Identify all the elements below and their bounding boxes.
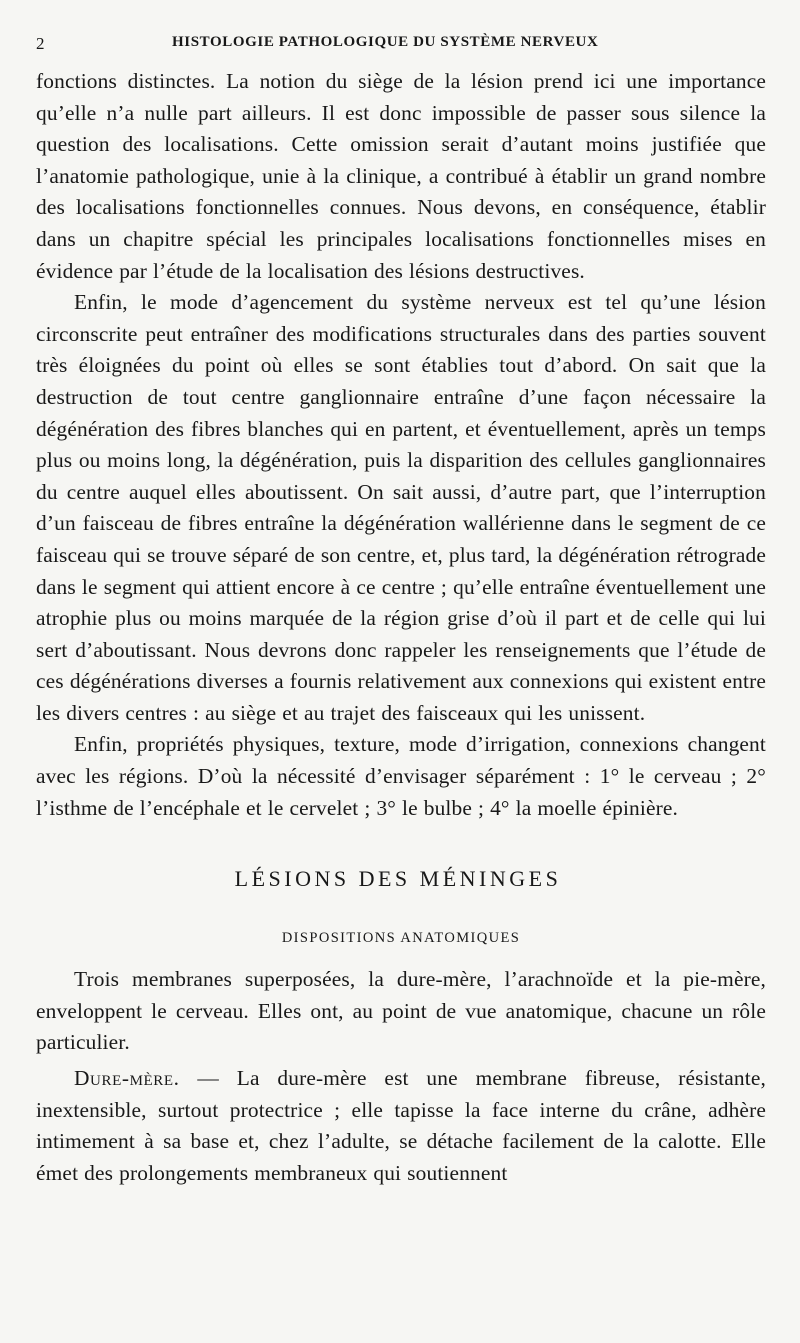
subsection-heading: DISPOSITIONS ANATOMIQUES: [281, 930, 521, 947]
paragraph-lead-term: Dure-mère.: [74, 1066, 180, 1091]
body-paragraph-dure-mere: [36, 1063, 766, 1189]
running-title: HISTOLOGIE PATHOLOGIQUE DU SYSTÈME NERVEUX: [172, 34, 599, 50]
body-paragraph-continued: fonctions distinctes. La notion du siège de la lésion prend ici une importance qu’elle n’a nulle part ailleurs. Il est donc impossible de passer sous silence la question des localisations. Cette omission serait d’autant moins justifiée que l’anatomie pathologique, unie à la clinique, a contribué à établir un grand nombre des localisations fonctionnelles connues. Nous devons, en conséquence, établir dans un chapitre spécial les principales localisations fonctionnelles mises en évidence par l’étude de la localisation des lésions destructives.: [36, 69, 766, 283]
section-heading: LÉSIONS DES MÉNINGES: [234, 866, 562, 892]
paragraph-text: — La dure-mère est une membrane fibreuse, résistante, inextensible, surtout protectrice ; elle tapisse la face interne du crâne, adhère intimement à sa base et, chez l’adulte, se détache facilement de la calotte. Elle émet des prolongements membraneux qui soutiennent: [36, 1066, 766, 1185]
body-paragraph: Enfin, le mode d’agencement du système nerveux est tel qu’une lésion circonscrite peut entraîner des modifications structurales dans des parties souvent très éloignées du point où elles se sont établies tout d’abord. On sait que la destruction de tout centre ganglionnaire entraîne d’une façon nécessaire la dégénération des fibres blanches qui en partent, et éventuellement, après un temps plus ou moins long, la dégénération, puis la disparition des cellules ganglionnaires du centre auquel elles aboutissent. On sait aussi, d’autre part, que l’interruption d’un faisceau de fibres entraîne la dégénération wallérienne dans le segment de ce faisceau qui se trouve séparé de son centre, et, plus tard, la dégénération rétrograde dans le segment qui attient encore à ce centre ; qu’elle entraîne éventuellement une atrophie plus ou moins marquée de la région grise d’où il part et de celle qui lui sert d’aboutissant. Nous devrons donc rappeler les renseignements que l’étude de ces dégénérations diverses a fournis relativement aux connexions qui existent entre les divers centres : au siège et au trajet des faisceaux qui les unissent.: [36, 290, 766, 725]
body-paragraph: Trois membranes superposées, la dure-mère, l’arachnoïde et la pie-mère, enveloppent le cerveau. Elles ont, au point de vue anatomique, chacune un rôle particulier.: [36, 967, 766, 1055]
body-paragraph: Enfin, propriétés physiques, texture, mode d’irrigation, connexions changent avec les régions. D’où la nécessité d’envisager séparément : 1° le cerveau ; 2° l’isthme de l’encéphale et le cervelet ; 3° le bulbe ; 4° la moelle épinière.: [36, 732, 766, 820]
running-header: [36, 30, 766, 60]
page-number: 2: [36, 34, 46, 53]
